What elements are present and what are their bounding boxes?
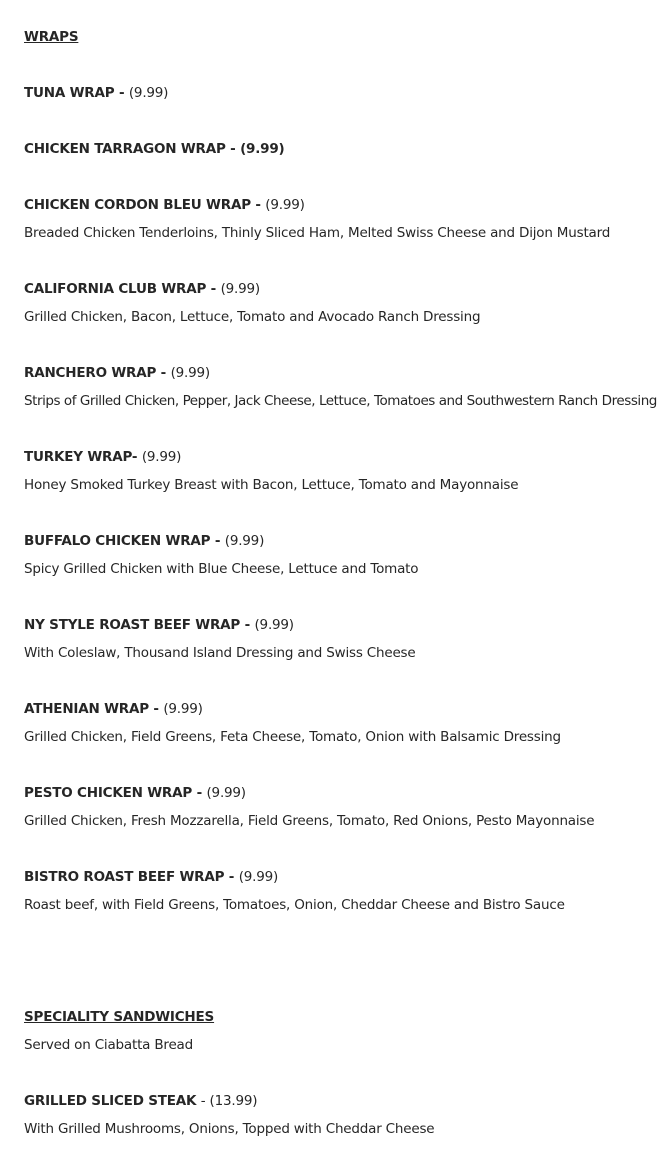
item-description: Grilled Chicken, Fresh Mozzarella, Field Greens, Tomato, Red Onions, Pesto Mayonnaise [24,813,595,829]
item-name: CHICKEN TARRAGON WRAP - [24,141,241,157]
item-price: (9.99) [170,365,210,381]
item-description: Strips of Grilled Chicken, Pepper, Jack Cheese, Lettuce, Tomatoes and Southwestern Ranch Dressing [24,393,657,409]
menu-item-tuna-wrap [24,84,168,102]
section-subheading: Served on Ciabatta Bread [24,1037,193,1053]
menu-item-grilled-sliced-steak [24,1092,257,1110]
item-description: Honey Smoked Turkey Breast with Bacon, Lettuce, Tomato and Mayonnaise [24,477,519,493]
item-price: (9.99) [254,617,294,633]
menu-item-chicken-cordon-bleu-wrap [24,196,305,214]
item-price: - (13.99) [200,1093,258,1109]
item-price: (9.99) [141,449,182,465]
menu-item-ny-style-roast-beef-wrap [24,616,294,634]
item-name: ATHENIAN WRAP - [24,701,164,717]
menu-item-chicken-tarragon-wrap [24,140,285,158]
item-price: (9.99) [128,85,169,101]
item-price: (9.99) [220,281,260,297]
menu-item-turkey-wrap [24,448,181,466]
item-name: BUFFALO CHICKEN WRAP - [24,533,225,549]
item-price: (9.99) [163,701,203,717]
item-description: With Grilled Mushrooms, Onions, Topped with Cheddar Cheese [24,1121,435,1137]
item-name: BISTRO ROAST BEEF WRAP - [24,869,239,885]
item-price: (9.99) [206,785,246,801]
item-description: Grilled Chicken, Bacon, Lettuce, Tomato and Avocado Ranch Dressing [24,309,481,325]
item-price: (9.99) [265,197,305,213]
menu-item-bistro-roast-beef-wrap [24,868,278,886]
item-name: CALIFORNIA CLUB WRAP - [24,281,221,297]
menu-item-pesto-chicken-wrap [24,784,246,802]
item-name: CHICKEN CORDON BLEU WRAP - [24,197,266,213]
menu-item-athenian-wrap [24,700,203,718]
item-price: (9.99) [238,869,279,885]
item-description: Roast beef, with Field Greens, Tomatoes, Onion, Cheddar Cheese and Bistro Sauce [24,897,565,913]
item-name: NY STYLE ROAST BEEF WRAP - [24,617,255,633]
item-description: Breaded Chicken Tenderloins, Thinly Sliced Ham, Melted Swiss Cheese and Dijon Mustard [24,225,611,241]
item-price: (9.99) [224,533,265,549]
item-description: With Coleslaw, Thousand Island Dressing and Swiss Cheese [24,645,416,661]
item-name: PESTO CHICKEN WRAP - [24,785,207,801]
item-price: (9.99) [240,141,285,157]
item-name: TURKEY WRAP- [24,449,142,465]
item-name: TUNA WRAP - [24,85,129,101]
item-description: Grilled Chicken, Field Greens, Feta Cheese, Tomato, Onion with Balsamic Dressing [24,729,561,745]
section-heading-speciality-sandwiches: SPECIALITY SANDWICHES [24,1009,215,1025]
menu-item-california-club-wrap [24,280,260,298]
item-description: Spicy Grilled Chicken with Blue Cheese, Lettuce and Tomato [24,561,419,577]
menu-item-buffalo-chicken-wrap [24,532,264,550]
menu-item-ranchero-wrap [24,364,210,382]
section-heading-wraps: WRAPS [24,29,79,45]
item-name: GRILLED SLICED STEAK [24,1093,201,1109]
item-name: RANCHERO WRAP - [24,365,171,381]
